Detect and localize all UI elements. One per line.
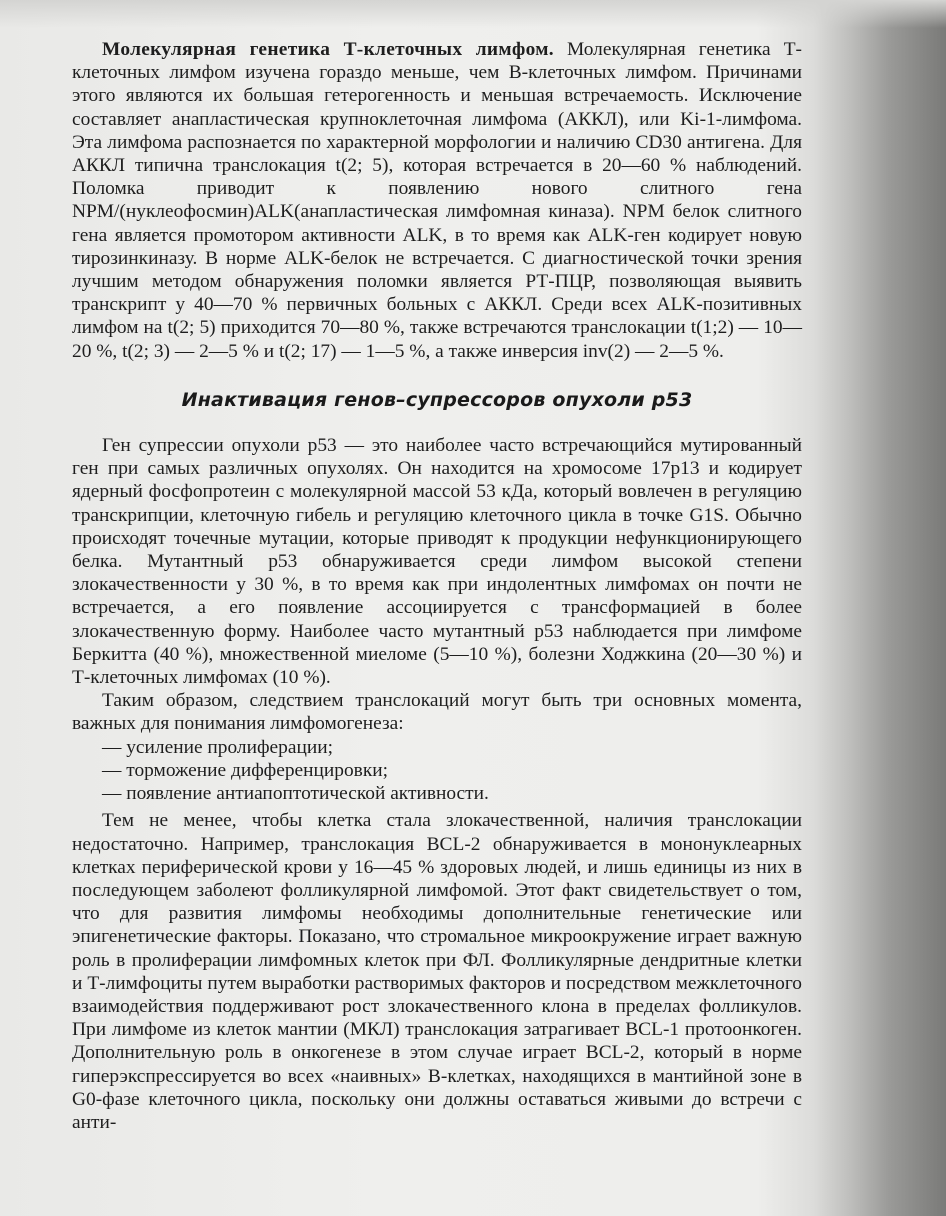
paragraph-translocation-effects: Таким образом, следствием транслокаций могут быть три основных момента, важных для понимания лимфомогенеза: xyxy=(72,690,802,735)
section-heading: Инактивация генов–супрессоров опухоли p53 xyxy=(181,388,693,411)
paragraph-t-cell-genetics xyxy=(72,38,802,363)
run-in-heading: Молекулярная генетика Т-клеточных лимфом. xyxy=(102,39,554,60)
list-item: — усиление пролиферации; xyxy=(102,736,333,758)
paragraph-microenvironment: Тем не менее, чтобы клетка стала злокачественной, наличия транслокации недостаточно. Например, транслокация BCL-2 обнаруживается в мононуклеарных клетках периферической крови у 16—45 % здоровых людей, и лишь единицы из них в последующем заболеют фолликулярной лимфомой. Этот факт свидетельствует о том, что для развития лимфомы необходимы дополнительные генетические или эпигенетические факторы. Показано, что стромальное микроокружение играет важную роль в пролиферации лимфомных клеток при ФЛ. Фолликулярные дендритные клетки и Т-лимфоциты путем выработки растворимых факторов и посредством межклеточного взаимодействия поддерживают рост злокачественного клона в пределах фолликулов. При лимфоме из клеток мантии (МКЛ) транслокация затрагивает BCL-1 протоонкоген. Дополнительную роль в онкогенезе в этом случае играет BCL-2, который в норме гиперэкспрессируется во всех «наивных» B-клетках, находящихся в мантийной зоне в G0-фазе клеточного цикла, поскольку они должны оставаться живыми до встречи с анти- xyxy=(72,810,802,1133)
page-text xyxy=(72,38,802,1134)
effects-list xyxy=(72,736,802,806)
paragraph-p53: Ген супрессии опухоли p53 — это наиболее часто встречающийся мутированный ген при самых различных опухолях. Он находится на хромосоме 17p13 и кодирует ядерный фосфопротеин с молекулярной массой 53 кДа, который вовлечен в регуляцию транскрипции, клеточную гибель и регуляцию клеточного цикла в точке G1S. Обычно происходят точечные мутации, которые приводят к продукции нефункционирующего белка. Мутантный p53 обнаруживается среди лимфом высокой степени злокачественности у 30 %, в то время как при индолентных лимфомах он почти не встречается, а его появление ассоциируется с трансформацией в более злокачественную форму. Наиболее часто мутантный p53 наблюдается при лимфоме Беркитта (40 %), множественной миеломе (5—10 %), болезни Ходжкина (20—30 %) и Т-клеточных лимфомах (10 %). xyxy=(72,435,802,689)
list-item: — появление антиапоптотической активности. xyxy=(102,783,489,805)
list-item: — торможение дифференцировки; xyxy=(102,759,389,781)
paragraph-t-cell-genetics-body: Молекулярная генетика Т-клеточных лимфом изучена гораздо меньше, чем B-клеточных лимфом. Причинами этого являются их большая гетерогенность и меньшая встречаемость. Исключение составляет анапластическая крупноклеточная лимфома (АККЛ), или Ki-1-лимфома. Эта лимфома распознается по характерной морфологии и наличию CD30 антигена. Для АККЛ типична транслокация t(2; 5), которая встречается в 20—60 % наблюдений. Поломка приводит к появлению нового слитного гена NPM/(нуклеофосмин)ALK(анапластическая лимфомная киназа). NPM белок слитного гена является промотором активности ALK, в то время как ALK-ген кодирует новую тирозинкиназу. В норме ALK-белок не встречается. С диагностической точки зрения лучшим методом обнаружения поломки является РТ-ПЦР, позволяющая выявить транскрипт у 40—70 % первичных больных с АККЛ. Среди всех ALK-позитивных лимфом на t(2; 5) приходится 70—80 %, также встречаются транслокации t(1;2) — 10—20 %, t(2; 3) — 2—5 % и t(2; 17) — 1—5 %, а также инверсия inv(2) — 2—5 %. xyxy=(72,39,802,362)
top-edge-shadow xyxy=(0,0,946,28)
